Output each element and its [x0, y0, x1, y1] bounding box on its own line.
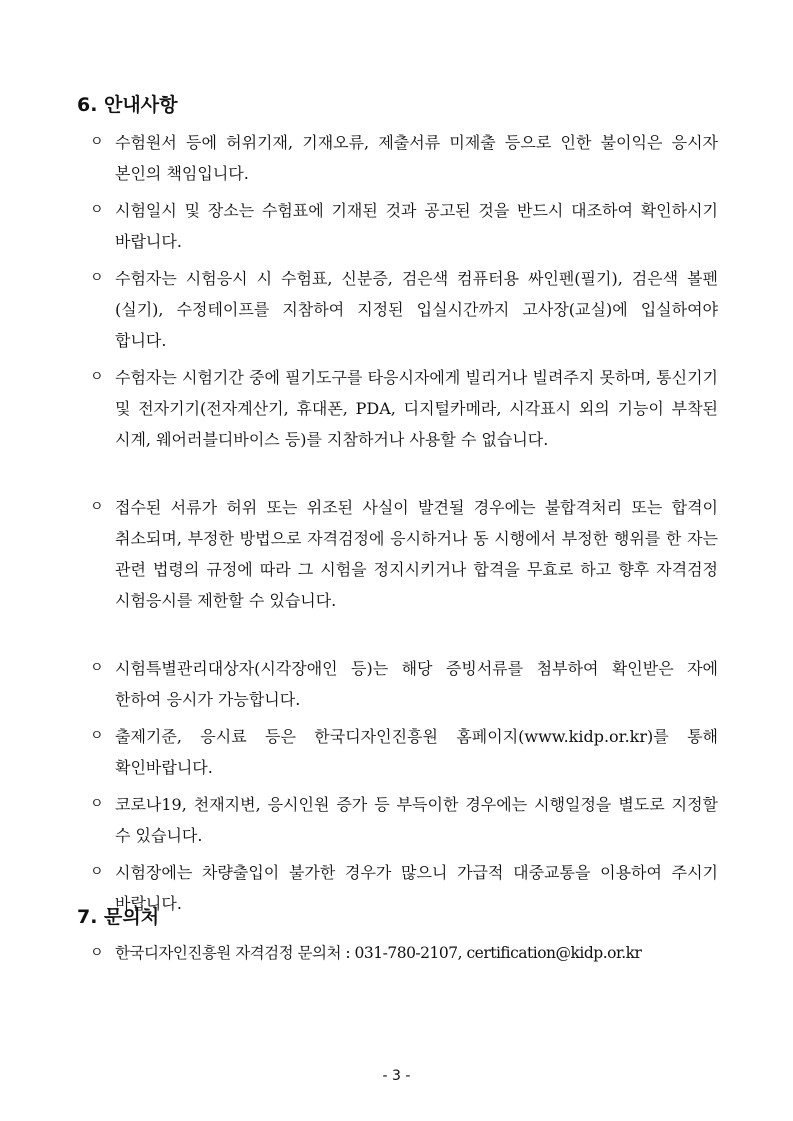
bullet-icon: ㅇ — [90, 202, 104, 218]
bullet-icon: ㅇ — [90, 134, 104, 150]
list-item — [0, 721, 793, 783]
list-item-text: 수험원서 등에 허위기재, 기재오류, 제출서류 미제출 등으로 인한 불이익은 응시자 본인의 책임입니다. — [115, 133, 718, 183]
list-item-text: 출제기준, 응시료 등은 한국디자인진흥원 홈페이지(www.kidp.or.kr)를 통해 확인바랍니다. — [115, 727, 718, 777]
list-item — [0, 263, 793, 356]
list-item-text: 시험특별관리대상자(시각장애인 등)는 해당 증빙서류를 첨부하여 확인받은 자에 한하여 응시가 가능합니다. — [115, 659, 718, 709]
section-heading-notice: 6. 안내사항 — [77, 94, 178, 116]
page-number: - 3 - — [382, 1068, 411, 1084]
bullet-icon: ㅇ — [90, 499, 104, 515]
list-item — [0, 362, 793, 486]
contact-list — [0, 938, 793, 969]
list-item — [0, 127, 793, 189]
list-item-text: 접수된 서류가 허위 또는 위조된 사실이 발견될 경우에는 불합격처리 또는 합격이 취소되며, 부정한 방법으로 자격검정에 응시하거나 동 시행에서 부정한 행위를 한 자는 관련 법령의 규정에 따라 그 시험을 정지시키거나 합격을 무효로 하고 향후 자격검정 시험응시를 제한할 수 있습니다. — [115, 498, 718, 610]
list-item — [0, 653, 793, 715]
section-heading-contact: 7. 문의처 — [77, 906, 160, 928]
bullet-icon: ㅇ — [90, 728, 104, 744]
contact-info-text: 한국디자인진흥원 자격검정 문의처 : 031-780-2107, certification@kidp.or.kr — [115, 944, 642, 962]
list-item-text: 코로나19, 천재지변, 응시인원 증가 등 부득이한 경우에는 시행일정을 별도로 지정할 수 있습니다. — [115, 795, 718, 845]
bullet-icon: ㅇ — [90, 369, 104, 385]
bullet-icon: ㅇ — [90, 796, 104, 812]
bullet-icon: ㅇ — [90, 270, 104, 286]
list-item — [0, 789, 793, 851]
list-item-text: 수험자는 시험기간 중에 필기도구를 타응시자에게 빌리거나 빌려주지 못하며, 통신기기 및 전자기기(전자계산기, 휴대폰, PDA, 디지털카메라, 시각표시 외의 기능이 부착된 시계, 웨어러블디바이스 등)를 지참하거나 사용할 수 없습니다. — [115, 368, 718, 449]
bullet-icon: ㅇ — [90, 660, 104, 676]
notice-list — [0, 127, 793, 919]
list-item — [0, 492, 793, 647]
list-item — [0, 195, 793, 257]
bullet-icon: ㅇ — [90, 945, 104, 961]
list-item — [0, 938, 793, 969]
list-item-text: 시험일시 및 장소는 수험표에 기재된 것과 공고된 것을 반드시 대조하여 확인하시기 바랍니다. — [115, 201, 718, 251]
list-item-text: 수험자는 시험응시 시 수험표, 신분증, 검은색 컴퓨터용 싸인펜(필기), 검은색 볼펜(실기), 수정테이프를 지참하여 지정된 입실시간까지 고사장(교실)에 입실하여야 합니다. — [115, 269, 718, 350]
list-item-text: 시험장에는 차량출입이 불가한 경우가 많으니 가급적 대중교통을 이용하여 주시기 바랍니다. — [115, 863, 718, 913]
bullet-icon: ㅇ — [90, 864, 104, 880]
